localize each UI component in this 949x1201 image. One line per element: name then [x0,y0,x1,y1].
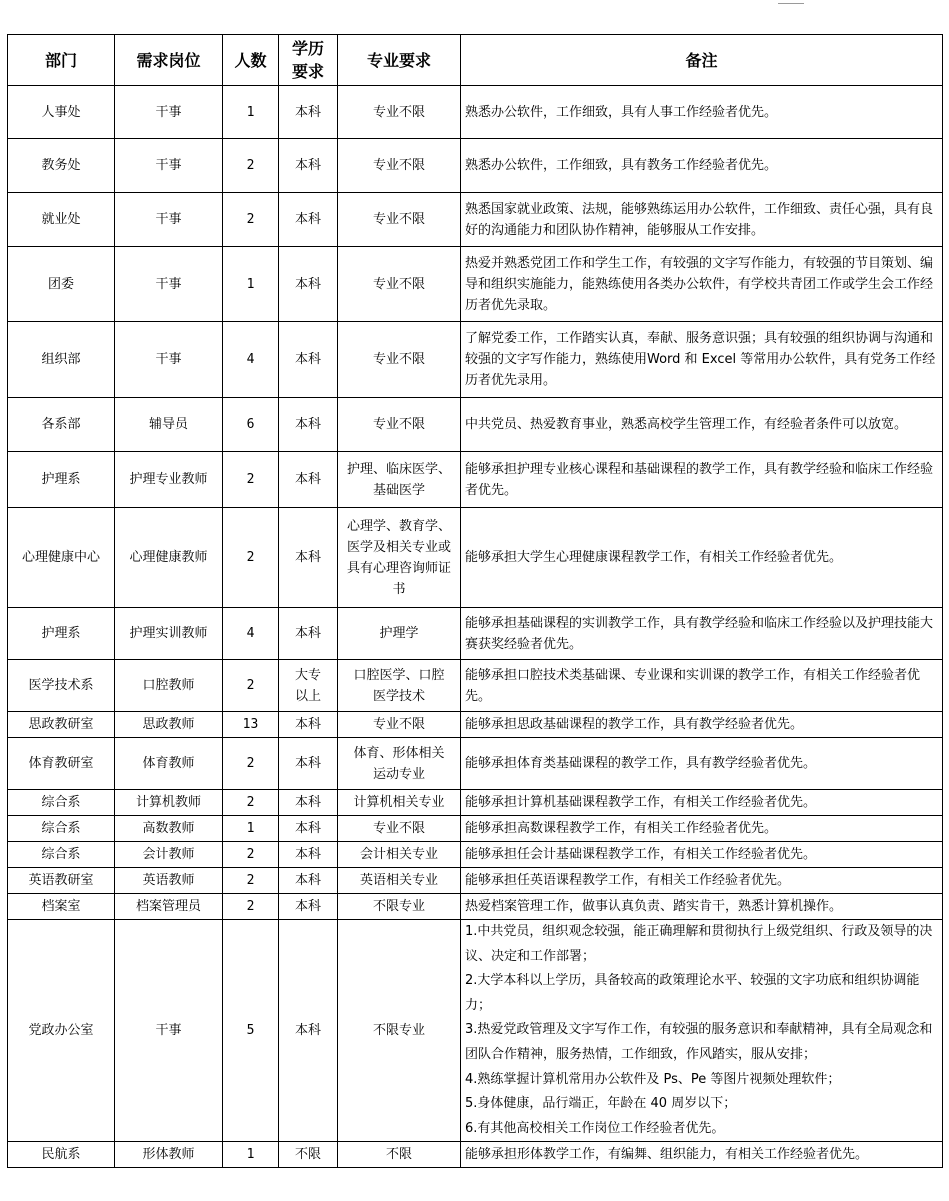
header-dept: 部门 [8,35,115,86]
count-cell: 2 [223,738,279,790]
count-cell: 1 [223,247,279,322]
remark-line: 4.熟练掌握计算机常用办公软件及 Ps、Pe 等图片视频处理软件； [465,1071,841,1087]
dept-cell: 医学技术系 [8,660,115,712]
dept-cell: 思政教研室 [8,712,115,738]
remark-line: 能够承担体育类基础课程的教学工作，具有教学经验者优先。 [465,756,817,771]
remark-line: 能够承担口腔技术类基础课、专业课和实训课的教学工作，有相关工作经验者优先。 [465,667,921,704]
header-count: 人数 [223,35,279,86]
table-row [8,193,943,247]
remark-line: 能够承担任英语课程教学工作，有相关工作经验者优先。 [465,873,791,888]
edu-cell: 不限 [279,1142,338,1168]
major-cell: 计算机相关专业 [338,790,461,816]
edu-cell: 本科 [279,247,338,322]
table-row [8,660,943,712]
major-cell: 护理学 [338,608,461,660]
remark-line: 2.大学本科以上学历，具备较高的政策理论水平、较强的文字功底和组织协调能力； [465,973,920,1013]
major-cell: 英语相关专业 [338,868,461,894]
edu-cell: 本科 [279,790,338,816]
table-row [8,868,943,894]
dept-cell: 教务处 [8,139,115,193]
remark-cell [461,322,943,398]
remark-line: 能够承担高数课程教学工作，有相关工作经验者优先。 [465,821,778,836]
remark-cell [461,894,943,920]
major-cell: 不限 [338,1142,461,1168]
edu-cell: 本科 [279,894,338,920]
remark-cell [461,139,943,193]
dept-cell: 组织部 [8,322,115,398]
table-row [8,398,943,452]
table-header-row [8,35,943,86]
remark-line: 3.热爱党政管理及文字写作工作，有较强的服务意识和奉献精神，具有全局观念和团队合作精神，服务热情，工作细致，作风踏实，服从安排； [465,1022,933,1062]
count-cell: 4 [223,608,279,660]
remark-cell [461,452,943,508]
dept-cell: 体育教研室 [8,738,115,790]
major-cell: 专业不限 [338,322,461,398]
remark-line: 5.身体健康，品行端正，年龄在 40 周岁以下； [465,1096,737,1112]
edu-cell: 大专以上 [279,660,338,712]
remark-line: 6.有其他高校相关工作岗位工作经验者优先。 [465,1120,725,1136]
major-cell: 不限专业 [338,894,461,920]
edu-cell: 本科 [279,86,338,139]
edu-cell: 本科 [279,452,338,508]
post-cell: 会计教师 [115,842,223,868]
post-cell: 英语教师 [115,868,223,894]
dept-cell: 团委 [8,247,115,322]
post-cell: 体育教师 [115,738,223,790]
dept-cell: 民航系 [8,1142,115,1168]
post-cell: 心理健康教师 [115,508,223,608]
dept-cell: 心理健康中心 [8,508,115,608]
count-cell: 2 [223,842,279,868]
table-row [8,842,943,868]
table-row [8,139,943,193]
major-cell: 专业不限 [338,816,461,842]
remark-line: 熟悉办公软件，工作细致，具有教务工作经验者优先。 [465,158,778,173]
dept-cell: 就业处 [8,193,115,247]
post-cell: 干事 [115,322,223,398]
major-cell: 专业不限 [338,247,461,322]
table-row [8,1142,943,1168]
major-cell: 专业不限 [338,139,461,193]
table-row [8,790,943,816]
post-cell: 干事 [115,193,223,247]
count-cell: 2 [223,508,279,608]
count-cell: 5 [223,920,279,1142]
count-cell: 2 [223,868,279,894]
edu-cell: 本科 [279,868,338,894]
major-cell: 口腔医学、口腔医学技术 [338,660,461,712]
remark-cell [461,508,943,608]
table-row [8,322,943,398]
count-cell: 2 [223,452,279,508]
dept-cell: 人事处 [8,86,115,139]
count-cell: 1 [223,816,279,842]
table-body [8,86,943,1168]
remark-cell [461,842,943,868]
dept-cell: 护理系 [8,452,115,508]
table-row [8,894,943,920]
remark-line: 能够承担护理专业核心课程和基础课程的教学工作，具有教学经验和临床工作经验者优先。 [465,461,934,498]
major-cell: 护理、临床医学、基础医学 [338,452,461,508]
major-cell: 专业不限 [338,193,461,247]
major-cell: 心理学、教育学、医学及相关专业或具有心理咨询师证书 [338,508,461,608]
remark-cell [461,608,943,660]
dept-cell: 综合系 [8,816,115,842]
top-edge-mark [778,0,804,4]
dept-cell: 护理系 [8,608,115,660]
post-cell: 干事 [115,139,223,193]
edu-cell: 本科 [279,508,338,608]
remark-line: 能够承担形体教学工作，有编舞、组织能力，有相关工作经验者优先。 [465,1147,869,1163]
dept-cell: 档案室 [8,894,115,920]
post-cell: 高数教师 [115,816,223,842]
count-cell: 2 [223,790,279,816]
dept-cell: 各系部 [8,398,115,452]
header-post: 需求岗位 [115,35,223,86]
remark-cell [461,660,943,712]
table-row [8,86,943,139]
count-cell: 2 [223,193,279,247]
edu-cell: 本科 [279,139,338,193]
major-cell: 专业不限 [338,86,461,139]
post-cell: 护理实训教师 [115,608,223,660]
remark-line: 熟悉办公软件，工作细致，具有人事工作经验者优先。 [465,104,778,120]
remark-cell [461,790,943,816]
edu-cell: 本科 [279,712,338,738]
count-cell: 6 [223,398,279,452]
edu-cell: 本科 [279,398,338,452]
post-cell: 档案管理员 [115,894,223,920]
post-cell: 干事 [115,247,223,322]
header-major: 专业要求 [338,35,461,86]
remark-line: 中共党员、热爱教育事业，熟悉高校学生管理工作，有经验者条件可以放宽。 [465,417,908,432]
dept-cell: 英语教研室 [8,868,115,894]
table-row [8,247,943,322]
header-edu: 学历要求 [279,35,338,86]
count-cell: 2 [223,894,279,920]
edu-cell: 本科 [279,920,338,1142]
remark-cell [461,738,943,790]
major-cell: 专业不限 [338,712,461,738]
remark-line: 热爱档案管理工作，做事认真负责、踏实肯干，熟悉计算机操作。 [465,899,843,914]
post-cell: 辅导员 [115,398,223,452]
post-cell: 口腔教师 [115,660,223,712]
edu-cell: 本科 [279,193,338,247]
remark-cell [461,868,943,894]
major-cell: 专业不限 [338,398,461,452]
count-cell: 1 [223,1142,279,1168]
remark-cell [461,920,943,1142]
recruitment-table [7,34,943,1168]
table-row [8,508,943,608]
major-cell: 不限专业 [338,920,461,1142]
post-cell: 干事 [115,86,223,139]
major-cell: 体育、形体相关运动专业 [338,738,461,790]
remark-line: 能够承担思政基础课程的教学工作，具有教学经验者优先。 [465,717,804,732]
count-cell: 13 [223,712,279,738]
count-cell: 2 [223,660,279,712]
edu-cell: 本科 [279,322,338,398]
remark-line: 能够承担计算机基础课程教学工作，有相关工作经验者优先。 [465,795,817,810]
dept-cell: 党政办公室 [8,920,115,1142]
remark-cell [461,1142,943,1168]
remark-cell [461,86,943,139]
remark-cell [461,193,943,247]
remark-cell [461,398,943,452]
remark-cell [461,712,943,738]
remark-line: 热爱并熟悉党团工作和学生工作，有较强的文字写作能力，有较强的节目策划、编导和组织实施能力，能熟练使用各类办公软件，有学校共青团工作或学生会工作经历者优先录取。 [465,255,934,313]
table-row [8,608,943,660]
dept-cell: 综合系 [8,790,115,816]
major-cell: 会计相关专业 [338,842,461,868]
header-remark: 备注 [461,35,943,86]
remark-line: 熟悉国家就业政策、法规，能够熟练运用办公软件，工作细致、责任心强，具有良好的沟通能力和团队协作精神，能够服从工作安排。 [465,201,934,238]
edu-cell: 本科 [279,608,338,660]
post-cell: 思政教师 [115,712,223,738]
remark-line: 能够承担基础课程的实训教学工作，具有教学经验和临床工作经验以及护理技能大赛获奖经验者优先。 [465,615,934,652]
dept-cell: 综合系 [8,842,115,868]
count-cell: 4 [223,322,279,398]
edu-cell: 本科 [279,738,338,790]
table-row [8,816,943,842]
remark-line: 1.中共党员，组织观念较强，能正确理解和贯彻执行上级党组织、行政及领导的决议、决定和工作部署； [465,924,933,964]
post-cell: 护理专业教师 [115,452,223,508]
table-row [8,452,943,508]
table-row [8,738,943,790]
post-cell: 形体教师 [115,1142,223,1168]
table-row [8,920,943,1142]
remark-cell [461,247,943,322]
edu-cell: 本科 [279,842,338,868]
post-cell: 计算机教师 [115,790,223,816]
table-row [8,712,943,738]
remark-line: 了解党委工作，工作踏实认真，奉献、服务意识强；具有较强的组织协调与沟通和较强的文字写作能力，熟练使用Word 和 Excel 等常用办公软件，具有党务工作经历者优先录用。 [465,331,936,388]
count-cell: 1 [223,86,279,139]
post-cell: 干事 [115,920,223,1142]
remark-line: 能够承担大学生心理健康课程教学工作，有相关工作经验者优先。 [465,550,843,565]
edu-cell: 本科 [279,816,338,842]
remark-cell [461,816,943,842]
remark-line: 能够承担任会计基础课程教学工作，有相关工作经验者优先。 [465,847,817,862]
count-cell: 2 [223,139,279,193]
